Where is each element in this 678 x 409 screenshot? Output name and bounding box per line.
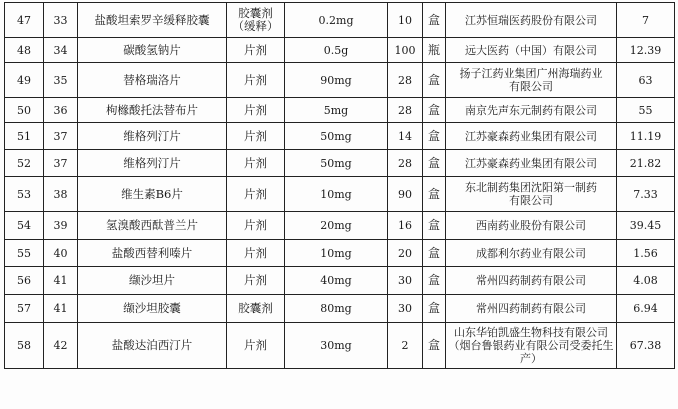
sequence-cell: 37 [44, 150, 78, 177]
specification-cell: 5mg [285, 98, 388, 123]
drug-price-table [4, 2, 675, 369]
drug-name-cell: 枸橼酸托法替布片 [78, 98, 227, 123]
specification-cell: 0.5g [285, 38, 388, 63]
price-cell: 1.56 [617, 240, 675, 267]
package-unit-cell: 盒 [423, 295, 446, 323]
manufacturer-cell: 远大医药（中国）有限公司 [446, 38, 617, 63]
package-quantity-cell: 100 [388, 38, 423, 63]
package-unit-cell: 瓶 [423, 38, 446, 63]
package-quantity-cell: 16 [388, 212, 423, 240]
package-unit-cell: 盒 [423, 63, 446, 98]
table-row [5, 177, 675, 212]
drug-name-cell: 维格列汀片 [78, 150, 227, 177]
package-quantity-cell: 2 [388, 323, 423, 369]
sequence-cell: 39 [44, 212, 78, 240]
drug-name-cell: 碳酸氢钠片 [78, 38, 227, 63]
sequence-cell: 41 [44, 295, 78, 323]
package-quantity-cell: 14 [388, 123, 423, 150]
sequence-cell: 34 [44, 38, 78, 63]
table-row [5, 240, 675, 267]
drug-name-cell: 缬沙坦胶囊 [78, 295, 227, 323]
sequence-cell: 42 [44, 323, 78, 369]
table-row [5, 323, 675, 369]
table-row [5, 295, 675, 323]
manufacturer-cell: 江苏豪森药业集团有限公司 [446, 123, 617, 150]
dosage-form-cell: 胶囊剂 [227, 295, 285, 323]
package-unit-cell: 盒 [423, 240, 446, 267]
manufacturer-cell: 常州四药制药有限公司 [446, 295, 617, 323]
manufacturer-cell: 南京先声东元制药有限公司 [446, 98, 617, 123]
row-number-cell: 48 [5, 38, 44, 63]
manufacturer-cell: 扬子江药业集团广州海瑞药业 有限公司 [446, 63, 617, 98]
package-quantity-cell: 30 [388, 295, 423, 323]
price-cell: 11.19 [617, 123, 675, 150]
package-unit-cell: 盒 [423, 98, 446, 123]
sequence-cell: 41 [44, 267, 78, 295]
price-cell: 39.45 [617, 212, 675, 240]
specification-cell: 90mg [285, 63, 388, 98]
manufacturer-cell: 江苏豪森药业集团有限公司 [446, 150, 617, 177]
price-cell: 4.08 [617, 267, 675, 295]
drug-name-cell: 缬沙坦片 [78, 267, 227, 295]
price-cell: 67.38 [617, 323, 675, 369]
dosage-form-cell: 片剂 [227, 63, 285, 98]
sequence-cell: 36 [44, 98, 78, 123]
sequence-cell: 33 [44, 3, 78, 38]
manufacturer-cell: 成都利尔药业有限公司 [446, 240, 617, 267]
row-number-cell: 53 [5, 177, 44, 212]
dosage-form-cell: 片剂 [227, 267, 285, 295]
row-number-cell: 56 [5, 267, 44, 295]
price-cell: 7.33 [617, 177, 675, 212]
row-number-cell: 51 [5, 123, 44, 150]
table-row [5, 123, 675, 150]
price-cell: 21.82 [617, 150, 675, 177]
sequence-cell: 35 [44, 63, 78, 98]
manufacturer-cell: 东北制药集团沈阳第一制药 有限公司 [446, 177, 617, 212]
row-number-cell: 52 [5, 150, 44, 177]
price-cell: 63 [617, 63, 675, 98]
package-quantity-cell: 30 [388, 267, 423, 295]
package-quantity-cell: 10 [388, 3, 423, 38]
package-unit-cell: 盒 [423, 3, 446, 38]
package-quantity-cell: 28 [388, 150, 423, 177]
dosage-form-cell: 片剂 [227, 323, 285, 369]
row-number-cell: 54 [5, 212, 44, 240]
package-unit-cell: 盒 [423, 177, 446, 212]
table-row [5, 3, 675, 38]
dosage-form-cell: 片剂 [227, 38, 285, 63]
manufacturer-cell: 江苏恒瑞医药股份有限公司 [446, 3, 617, 38]
specification-cell: 10mg [285, 240, 388, 267]
manufacturer-cell: 山东华铂凯盛生物科技有限公司 （烟台鲁银药业有限公司受委托生 产） [446, 323, 617, 369]
specification-cell: 10mg [285, 177, 388, 212]
sequence-cell: 38 [44, 177, 78, 212]
dosage-form-cell: 胶囊剂 （缓释） [227, 3, 285, 38]
package-unit-cell: 盒 [423, 267, 446, 295]
table-row [5, 63, 675, 98]
sequence-cell: 40 [44, 240, 78, 267]
specification-cell: 80mg [285, 295, 388, 323]
specification-cell: 20mg [285, 212, 388, 240]
row-number-cell: 57 [5, 295, 44, 323]
package-unit-cell: 盒 [423, 323, 446, 369]
dosage-form-cell: 片剂 [227, 240, 285, 267]
package-quantity-cell: 28 [388, 98, 423, 123]
drug-name-cell: 氢溴酸西酞普兰片 [78, 212, 227, 240]
table-row [5, 267, 675, 295]
price-cell: 7 [617, 3, 675, 38]
dosage-form-cell: 片剂 [227, 177, 285, 212]
manufacturer-cell: 西南药业股份有限公司 [446, 212, 617, 240]
specification-cell: 50mg [285, 150, 388, 177]
price-cell: 12.39 [617, 38, 675, 63]
package-quantity-cell: 28 [388, 63, 423, 98]
table-row [5, 150, 675, 177]
row-number-cell: 55 [5, 240, 44, 267]
dosage-form-cell: 片剂 [227, 212, 285, 240]
specification-cell: 40mg [285, 267, 388, 295]
sequence-cell: 37 [44, 123, 78, 150]
drug-name-cell: 替格瑞洛片 [78, 63, 227, 98]
dosage-form-cell: 片剂 [227, 150, 285, 177]
manufacturer-cell: 常州四药制药有限公司 [446, 267, 617, 295]
row-number-cell: 50 [5, 98, 44, 123]
drug-name-cell: 维生素B6片 [78, 177, 227, 212]
table-body [5, 3, 675, 369]
dosage-form-cell: 片剂 [227, 123, 285, 150]
table-row [5, 38, 675, 63]
dosage-form-cell: 片剂 [227, 98, 285, 123]
package-unit-cell: 盒 [423, 212, 446, 240]
row-number-cell: 49 [5, 63, 44, 98]
specification-cell: 30mg [285, 323, 388, 369]
row-number-cell: 58 [5, 323, 44, 369]
package-unit-cell: 盒 [423, 123, 446, 150]
package-unit-cell: 盒 [423, 150, 446, 177]
drug-name-cell: 盐酸达泊西汀片 [78, 323, 227, 369]
specification-cell: 0.2mg [285, 3, 388, 38]
row-number-cell: 47 [5, 3, 44, 38]
price-cell: 6.94 [617, 295, 675, 323]
table-row [5, 212, 675, 240]
package-quantity-cell: 20 [388, 240, 423, 267]
drug-name-cell: 盐酸西替利嗪片 [78, 240, 227, 267]
table-row [5, 98, 675, 123]
drug-name-cell: 维格列汀片 [78, 123, 227, 150]
package-quantity-cell: 90 [388, 177, 423, 212]
drug-name-cell: 盐酸坦索罗辛缓释胶囊 [78, 3, 227, 38]
specification-cell: 50mg [285, 123, 388, 150]
price-cell: 55 [617, 98, 675, 123]
